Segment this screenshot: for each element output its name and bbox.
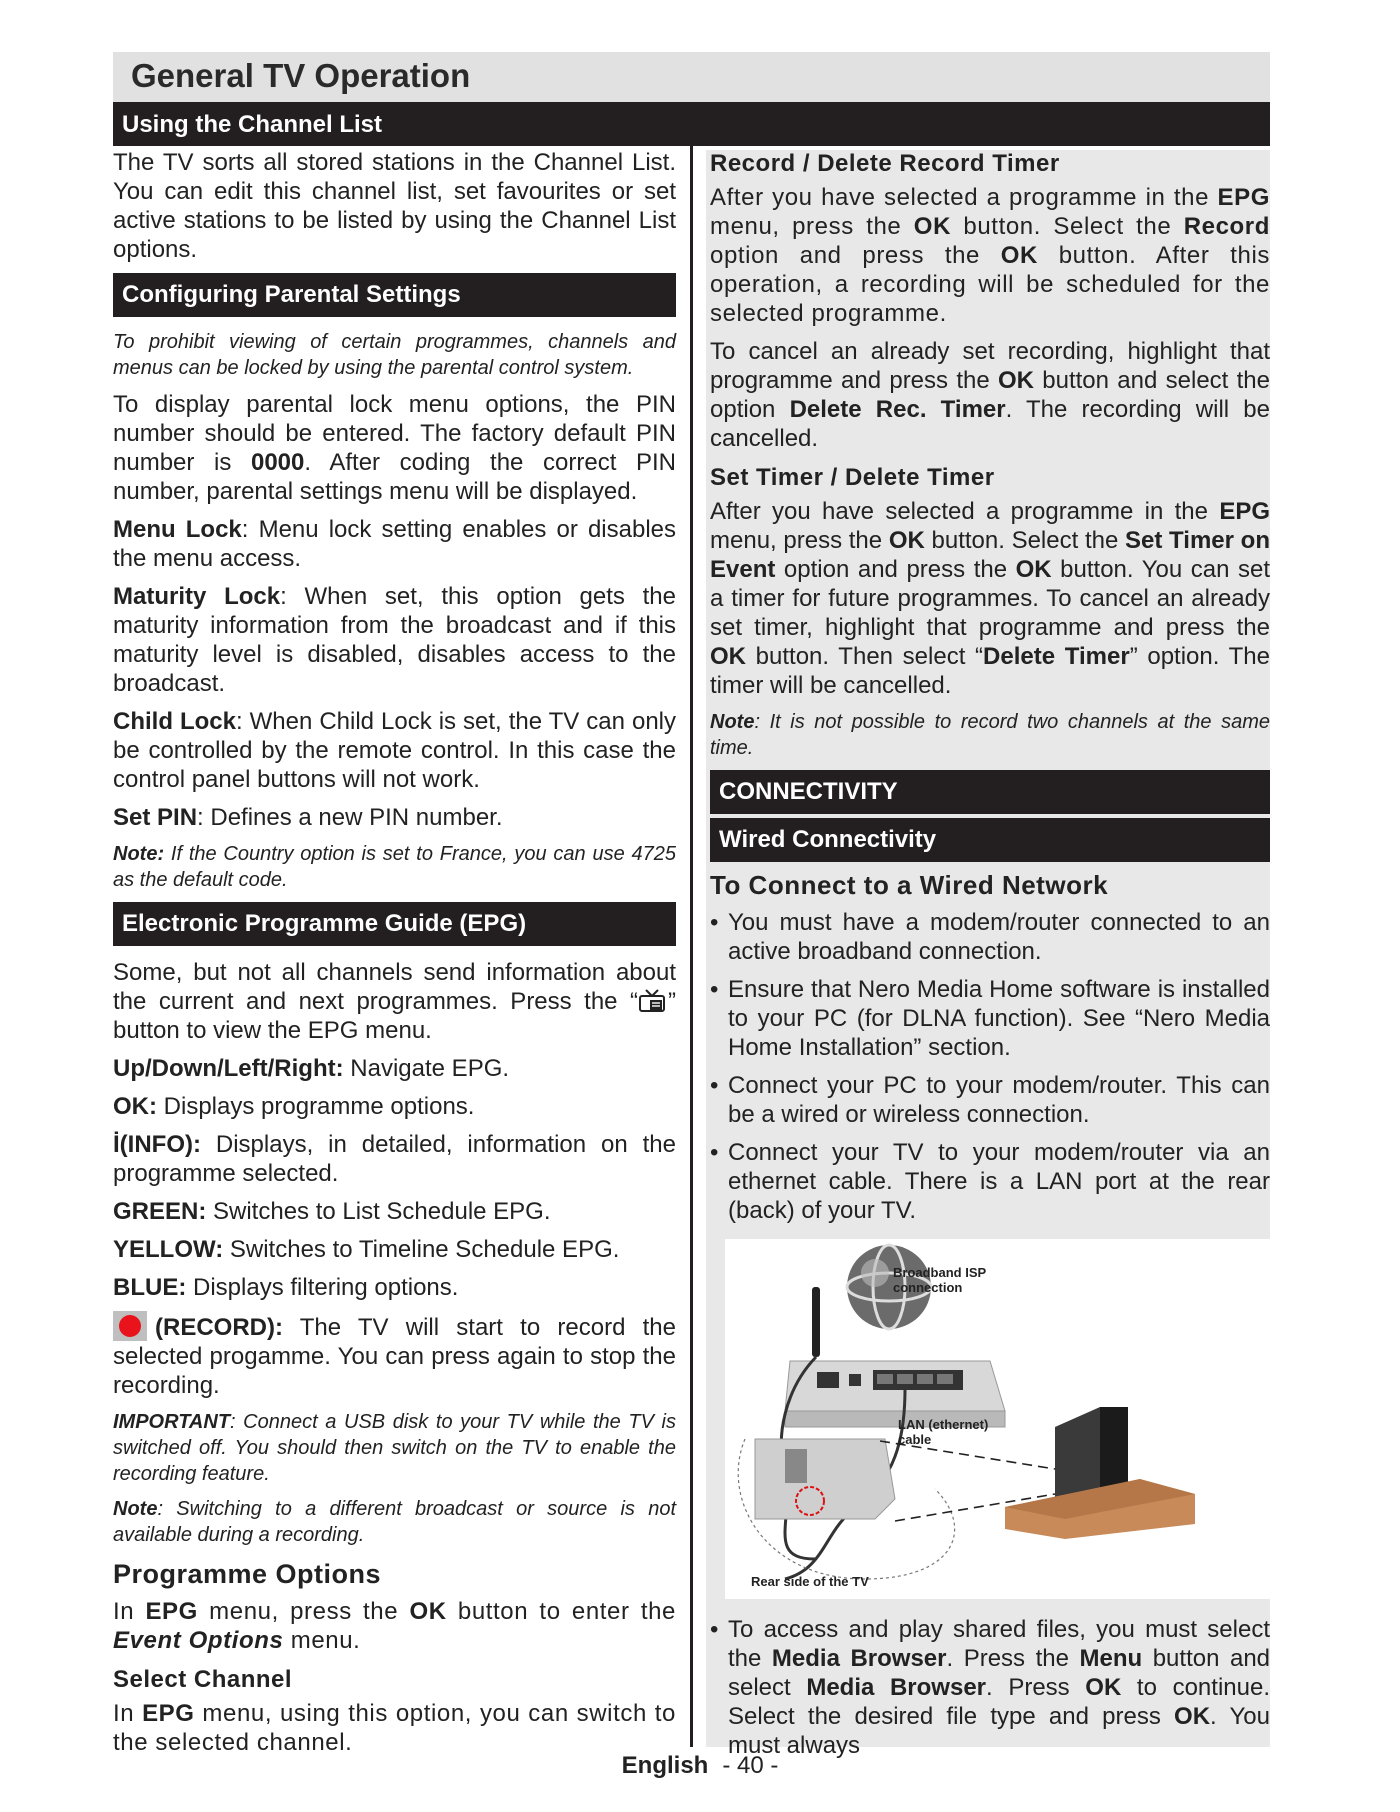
column-divider — [690, 102, 693, 1747]
set-timer-heading: Set Timer / Delete Timer — [710, 464, 995, 491]
set-timer-paragraph: After you have selected a programme in the EPG menu, press the OK button. Select the Set Timer on Event option and press the OK button. You can set a timer for future programmes. To cancel an already set timer, highlight that programme and press the OK button. Then select “Delete Timer” option. The timer will be cancelled. — [710, 498, 1271, 699]
menu-lock-paragraph: Menu Lock: Menu lock setting enables or disables the menu access. — [113, 516, 677, 572]
router-antenna — [812, 1287, 820, 1357]
record-icon — [113, 1311, 147, 1341]
parental-settings-bar: Configuring Parental Settings — [113, 273, 676, 317]
tv-rear-panel — [755, 1439, 895, 1519]
important-note: IMPORTANT: Connect a USB disk to your TV while the TV is switched off. You should then switch on the TV to enable the recording feature. — [113, 1411, 676, 1485]
select-channel-paragraph: In EPG menu, using this option, you can switch to the selected channel. — [113, 1700, 676, 1756]
right-column — [710, 148, 1270, 1769]
info-paragraph: İ(INFO): Displays, in detailed, information on the programme selected. — [113, 1131, 676, 1187]
epg-guide-icon — [638, 989, 668, 1013]
set-pin-paragraph: Set PIN: Defines a new PIN number. — [113, 804, 503, 831]
programme-options-paragraph: In EPG menu, press the OK button to enter the Event Options menu. — [113, 1598, 676, 1654]
page-footer — [0, 1752, 1400, 1780]
page-title: General TV Operation — [131, 57, 471, 94]
lan-label: LAN (ethernet) cable — [898, 1417, 989, 1447]
bullet-item: • You must have a modem/router connected to an active broadband connection. — [710, 908, 1270, 966]
wired-connectivity-bar: Wired Connectivity — [710, 818, 1270, 862]
programme-options-heading: Programme Options — [113, 1559, 382, 1589]
ok-paragraph: OK: Displays programme options. — [113, 1093, 475, 1120]
child-lock-paragraph: Child Lock: When Child Lock is set, the TV can only be controlled by the remote control. In this case the control panel buttons will not work. — [113, 708, 676, 793]
select-channel-heading: Select Channel — [113, 1666, 293, 1693]
switching-note: Note: Switching to a different broadcast or source is not available during a recording. — [113, 1498, 676, 1546]
page-number: - 40 - — [722, 1752, 779, 1779]
record-paragraph: (RECORD): The TV will start to record the selected progamme. You can press again to stop the recording. — [113, 1311, 676, 1400]
epg-bar: Electronic Programme Guide (EPG) — [113, 902, 676, 946]
record-paragraph-1: After you have selected a programme in the EPG menu, press the OK button. Select the Record option and press the OK button. After this operation, a recording will be scheduled for the selected programme. — [710, 184, 1271, 327]
nav-paragraph: Up/Down/Left/Right: Navigate EPG. — [113, 1055, 510, 1082]
footer-language: English — [621, 1752, 709, 1779]
left-column — [113, 148, 676, 1766]
epg-intro: Some, but not all channels send information about the current and next programmes. Press the “ ” button to view the EPG menu. — [113, 959, 676, 1044]
record-paragraph-2: To cancel an already set recording, highlight that programme and press the OK button and select the option Delete Rec. Timer. The recording will be cancelled. — [710, 338, 1270, 452]
france-note: Note: If the Country option is set to France, you can use 4725 as the default code. — [113, 843, 676, 891]
network-diagram-drawing — [725, 1239, 1270, 1599]
yellow-paragraph: YELLOW: Switches to Timeline Schedule EPG. — [113, 1236, 620, 1263]
isp-label: Broadband ISP connection — [893, 1265, 987, 1295]
connectivity-bar: CONNECTIVITY — [710, 770, 1270, 814]
wired-network-heading: To Connect to a Wired Network — [710, 870, 1109, 900]
green-paragraph: GREEN: Switches to List Schedule EPG. — [113, 1198, 551, 1225]
rear-side-label: Rear side of the TV — [751, 1574, 869, 1589]
two-channels-note: Note: It is not possible to record two channels at the same time. — [710, 711, 1270, 759]
parental-italic: To prohibit viewing of certain programmes, channels and menus can be locked by using the parental control system. — [113, 331, 676, 379]
maturity-lock-paragraph: Maturity Lock: When set, this option gets the maturity information from the broadcast and if this maturity level is disabled, disables access to the broadcast. — [113, 583, 676, 697]
bullet-item: • Connect your TV to your modem/router via an ethernet cable. There is a LAN port at the rear (back) of your TV. — [710, 1138, 1270, 1225]
bullet-item: • Connect your PC to your modem/router. This can be a wired or wireless connection. — [710, 1071, 1270, 1129]
section-title: Using the Channel List — [122, 111, 383, 138]
bullet-item: • Ensure that Nero Media Home software is installed to your PC (for DLNA function). See “Nero Media Home Installation” section. — [710, 975, 1270, 1062]
record-timer-heading: Record / Delete Record Timer — [710, 150, 1060, 177]
channel-list-intro: The TV sorts all stored stations in the Channel List. You can edit this channel list, set favourites or set active stations to be listed by using the Channel List options. — [113, 149, 676, 263]
blue-paragraph: BLUE: Displays filtering options. — [113, 1274, 459, 1301]
page-title-bar — [113, 52, 1270, 102]
network-diagram — [725, 1239, 1270, 1599]
media-browser-paragraph: • To access and play shared files, you must select the Media Browser. Press the Menu button and select Media Browser. Press OK to continue. Select the desired file type and press OK. You must always — [710, 1615, 1270, 1760]
pin-paragraph: To display parental lock menu options, the PIN number should be entered. The factory default PIN number is 0000. After coding the correct PIN number, parental settings menu will be displayed. — [113, 391, 677, 505]
